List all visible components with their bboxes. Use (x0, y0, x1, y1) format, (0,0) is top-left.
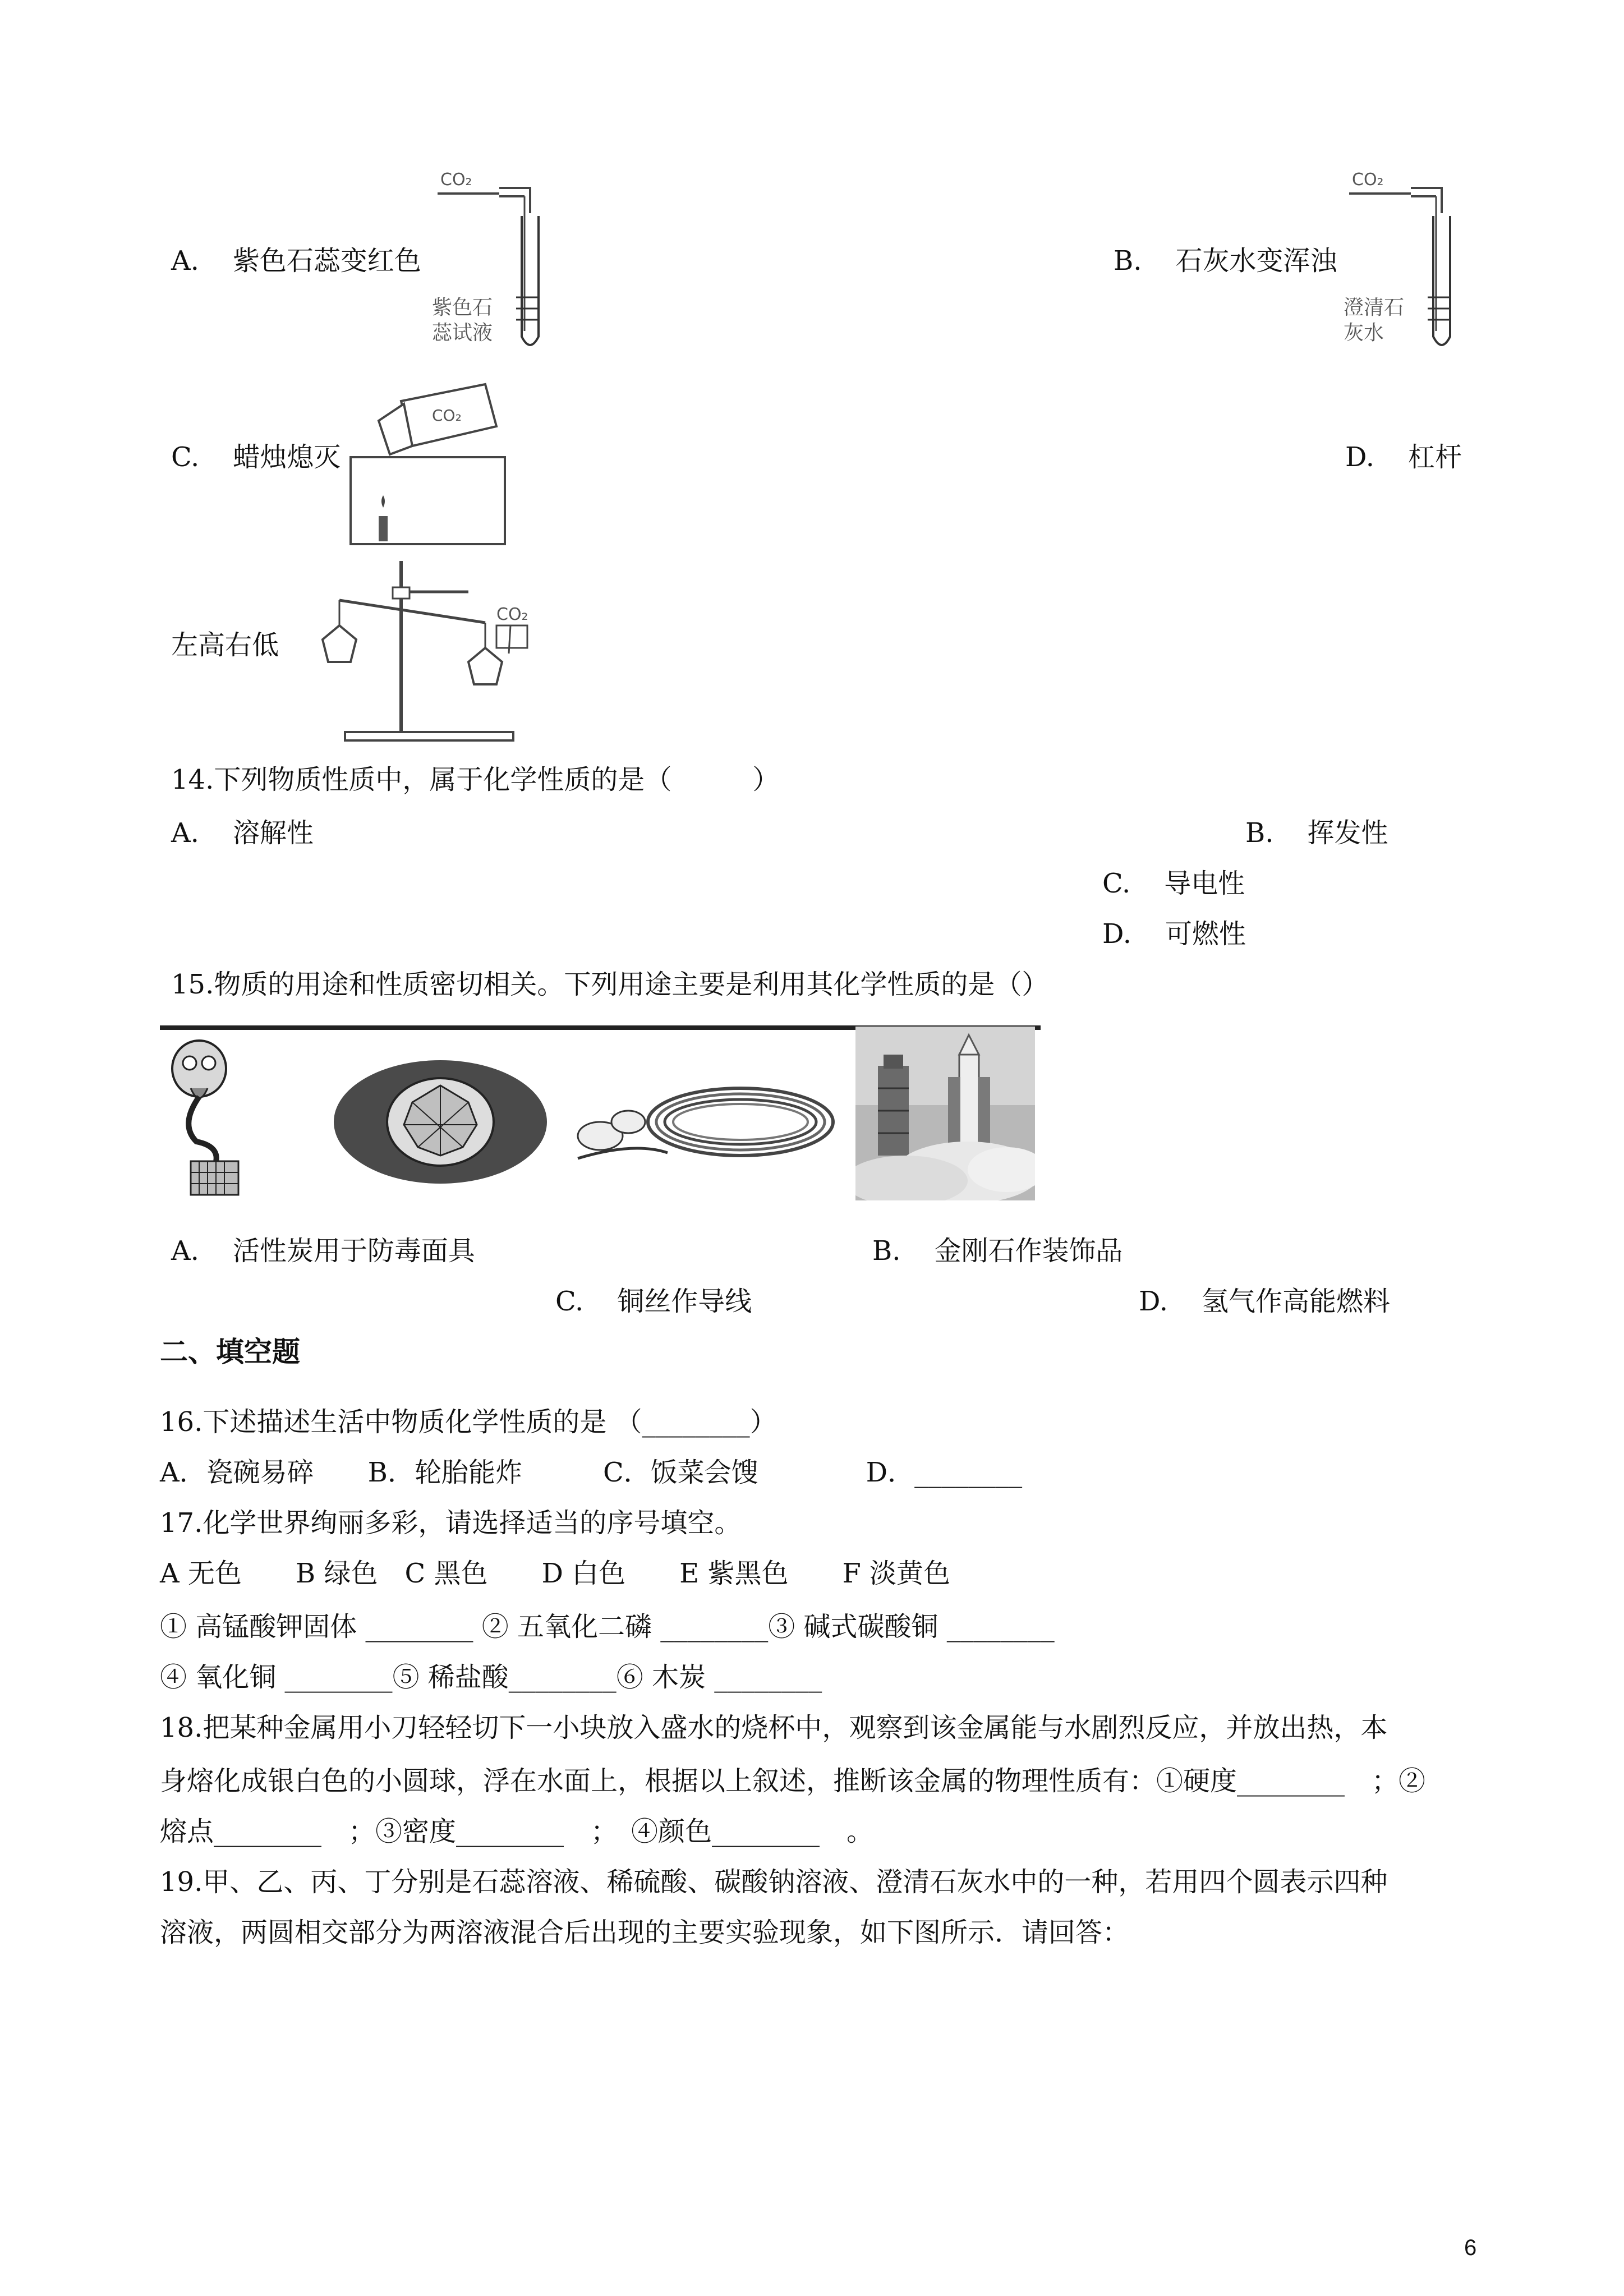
q18-line2: 身熔化成银白色的小圆球，浮在水面上，根据以上叙述，推断该金属的物理性质有：①硬度________ ；② (160, 1765, 1426, 1797)
option-text: 杠杆 (1408, 441, 1462, 473)
option-text: 导电性 (1164, 868, 1245, 899)
option-text: 溶解性 (232, 817, 314, 849)
q13-option-c (171, 440, 341, 474)
option-text: 挥发性 (1307, 817, 1388, 849)
q17-blanks-line1: ① 高锰酸钾固体 ________ ② 五氧化二磷 ________③ 碱式碳酸铜 ________ (160, 1611, 1055, 1642)
tube-label-line1: 澄清石 (1344, 296, 1405, 319)
q14-stem: 14.下列物质性质中，属于化学性质的是（ ） (171, 764, 780, 795)
rocket-launch-image (855, 1027, 1035, 1200)
q19-line1: 19.甲、乙、丙、丁分别是石蕊溶液、稀硫酸、碳酸钠溶液、澄清石灰水中的一种，若用四个圆表示四种 (160, 1866, 1388, 1898)
option-label: B. (1114, 245, 1142, 277)
test-tube-limewater-figure (1344, 163, 1484, 365)
q14-option-c (1102, 867, 1245, 900)
option-label: C. (555, 1286, 584, 1317)
q15-option-d (1139, 1285, 1390, 1318)
q17-stem: 17.化学世界绚丽多彩，请选择适当的序号填空。 (160, 1507, 742, 1539)
q13-option-b (1114, 244, 1337, 278)
test-tube-litmus-figure (432, 163, 572, 365)
tube-label-line1: 紫色石 (432, 296, 493, 319)
lever-balance-figure (300, 547, 547, 746)
option-text: 可燃性 (1165, 918, 1246, 950)
q15-option-a (171, 1234, 475, 1268)
tube-label-line2: 蕊试液 (432, 321, 493, 344)
q15-stem: 15.物质的用途和性质密切相关。下列用途主要是利用其化学性质的是（） (171, 969, 1049, 1000)
option-text: 铜丝作导线 (617, 1286, 752, 1317)
q17-blanks-line2: ④ 氧化铜 ________⑤ 稀盐酸________⑥ 木炭 ________ (160, 1662, 822, 1693)
option-label: C. (171, 441, 200, 473)
co2-label: CO₂ (440, 170, 472, 190)
gas-mask-image (157, 1035, 258, 1198)
lever-note: 左高右低 (171, 629, 279, 661)
co2-label: CO₂ (1352, 170, 1384, 190)
q13-option-d (1345, 440, 1462, 474)
co2-label: CO₂ (496, 605, 528, 624)
option-label: B. (872, 1235, 901, 1267)
q14-option-d (1102, 917, 1246, 951)
option-label: A. (171, 245, 199, 277)
q18-line3: 熔点________ ；③密度________ ； ④颜色________ 。 (160, 1816, 874, 1847)
option-label: C. (1102, 868, 1131, 899)
option-label: D. (1102, 918, 1132, 950)
option-text: 石灰水变浑浊 (1175, 245, 1337, 277)
q18-line1: 18.把某种金属用小刀轻轻切下一小块放入盛水的烧杯中，观察到该金属能与水剧烈反应，并放出热，本 (160, 1712, 1388, 1743)
q15-option-b (872, 1234, 1123, 1268)
option-text: 蜡烛熄灭 (233, 441, 341, 473)
section-heading: 二、填空题 (160, 1335, 300, 1368)
q19-line2: 溶液，两圆相交部分为两溶液混合后出现的主要实验现象，如下图所示．请回答： (160, 1917, 1130, 1948)
q16-stem: 16.下述描述生活中物质化学性质的是 （________） (160, 1406, 777, 1438)
q17-colors: A 无色 B 绿色 C 黑色 D 白色 E 紫黑色 F 淡黄色 (160, 1558, 951, 1589)
option-text: 金刚石作装饰品 (934, 1235, 1123, 1267)
page-number: 6 (1464, 2235, 1477, 2260)
option-text: 活性炭用于防毒面具 (232, 1235, 475, 1267)
copper-wire-image (567, 1069, 841, 1181)
option-label: A. (171, 1235, 199, 1267)
diamond-image (331, 1057, 550, 1186)
tube-label-line2: 灰水 (1344, 321, 1384, 344)
option-label: D. (1345, 441, 1375, 473)
q14-option-a (171, 816, 314, 850)
option-label: A. (171, 817, 199, 849)
option-text: 紫色石蕊变红色 (232, 245, 421, 277)
option-label: D. (1139, 1286, 1168, 1317)
beaker-candle-figure (345, 373, 525, 550)
q14-option-b (1245, 816, 1388, 850)
co2-label: CO₂ (432, 406, 462, 425)
option-label: B. (1245, 817, 1274, 849)
q16-options: A．瓷碗易碎 B．轮胎能炸 C．饭菜会馊 D．________ (160, 1457, 1023, 1488)
q13-option-a (171, 244, 421, 278)
q15-option-c (555, 1285, 752, 1318)
option-text: 氢气作高能燃料 (1202, 1286, 1391, 1317)
